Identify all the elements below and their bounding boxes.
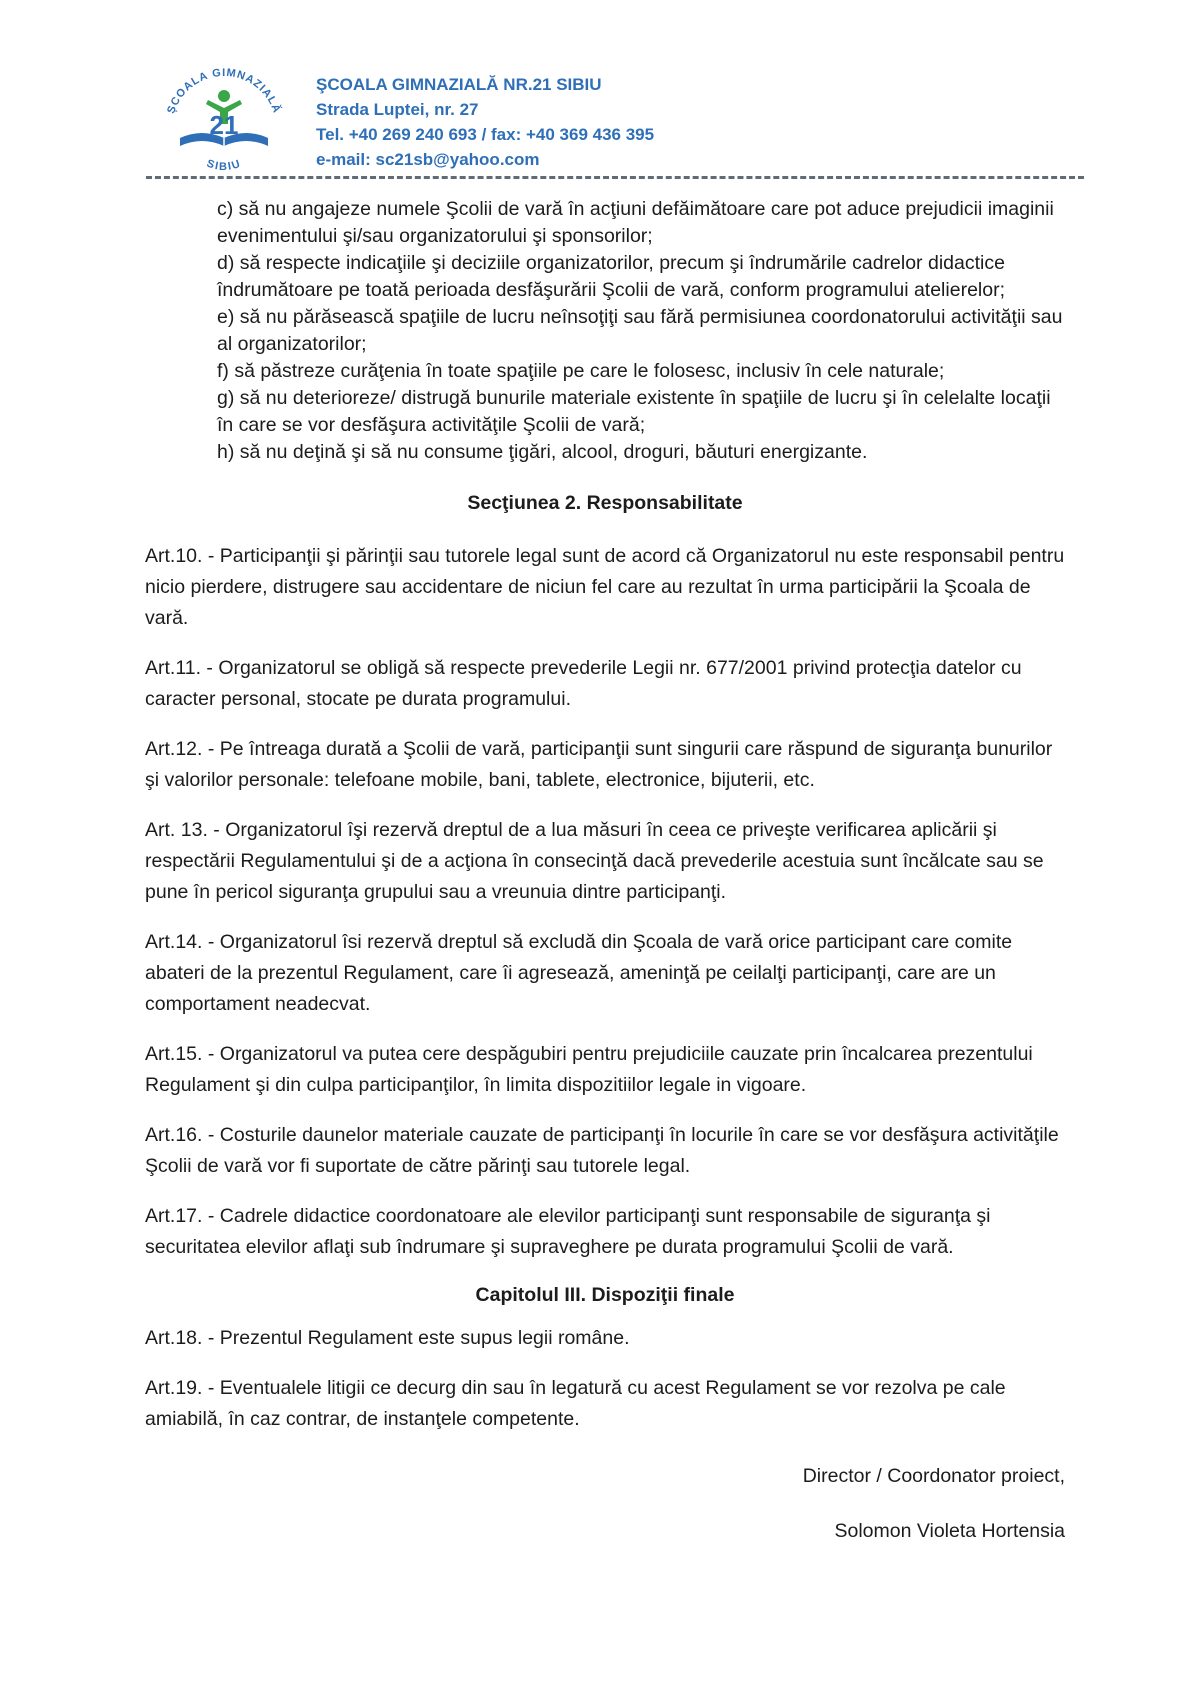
school-contact-block — [316, 72, 654, 172]
logo-arc-bottom: SIBIU — [205, 157, 243, 170]
school-address: Strada Luptei, nr. 27 — [316, 100, 479, 119]
school-logo — [158, 66, 290, 170]
signature-block — [145, 1463, 1065, 1545]
header-divider — [146, 176, 1084, 179]
letterhead — [158, 66, 1078, 176]
list-item: c) să nu angajeze numele Şcolii de vară în acţiuni defăimătoare care pot aduce prejudicii imaginii evenimentului şi/sau organizatorului şi sponsorilor; — [217, 198, 1054, 247]
article-18: Art.18. - Prezentul Regulament este supus legii române. — [145, 1327, 630, 1349]
list-item: f) să păstreze curăţenia în toate spaţiile pe care le folosesc, inclusiv în cele naturale; — [217, 360, 945, 382]
svg-text:SIBIU — [205, 158, 243, 170]
article-10: Art.10. - Participanţii şi părinţii sau tutorele legal sunt de acord că Organizatorul nu este responsabil pentru nicio pierdere, distrugere sau accidentare de niciun fel care au rezultat în urma participării la Şcoala de vară. — [145, 545, 1065, 629]
list-item: d) să respecte indicaţiile şi deciziile organizatorilor, precum şi îndrumările cadrelor didactice îndrumătoare pe toată perioada desfăşurării Şcolii de vară, conform programului atelierelor; — [217, 252, 1005, 301]
chapter-3-title: Capitolul III. Dispoziţii finale — [475, 1284, 735, 1306]
article-12: Art.12. - Pe întreaga durată a Şcolii de vară, participanţii sunt singurii care răspund de siguranţa bunurilor şi valorilor personale: telefoane mobile, bani, tablete, electronice, bijuterii, etc. — [145, 738, 1053, 791]
logo-number: 21 — [209, 110, 239, 140]
signatory-name: Solomon Violeta Hortensia — [834, 1520, 1065, 1542]
figure-head-icon — [218, 90, 230, 102]
logo-arc-top: ȘCOALA GIMNAZIALĂ — [165, 66, 283, 116]
article-13: Art. 13. - Organizatorul îşi rezervă dreptul de a lua măsuri în ceea ce priveşte verificarea aplicării şi respectării Regulamentului şi de a acţiona în consecinţă dacă prevederile acestuia sunt încălcate sau se pune în pericol siguranţa grupului sau a vreunuia dintre participanţi. — [145, 819, 1044, 903]
school-email: e-mail: sc21sb@yahoo.com — [316, 150, 540, 169]
section-2-title: Secţiunea 2. Responsabilitate — [467, 492, 743, 514]
article-15: Art.15. - Organizatorul va putea cere despăgubiri pentru prejudiciile cauzate prin încalcarea prezentului Regulament şi din culpa participanţilor, în limita dispozitiilor legale in vigoare. — [145, 1043, 1033, 1096]
signatory-role: Director / Coordonator proiect, — [802, 1465, 1065, 1487]
school-name: ŞCOALA GIMNAZIALĂ NR.21 SIBIU — [316, 75, 602, 94]
article-14: Art.14. - Organizatorul îsi rezervă dreptul să excludă din Şcoala de vară orice participant care comite abateri de la prezentul Regulament, care îi agresează, ameninţă pe ceilalţi participanţi, care are un comportament neadecvat. — [145, 931, 1013, 1015]
article-16: Art.16. - Costurile daunelor materiale cauzate de participanţi în locurile în care se vor desfăşura activităţile Şcolii de vară vor fi suportate de către părinţi sau tutorele legal. — [145, 1124, 1059, 1177]
article-19: Art.19. - Eventualele litigii ce decurg din sau în legatură cu acest Regulament se vor rezolva pe cale amiabilă, în caz contrar, de instanţele competente. — [145, 1377, 1006, 1430]
school-phone-fax: Tel. +40 269 240 693 / fax: +40 369 436 395 — [316, 125, 655, 144]
list-item: h) să nu deţină şi să nu consume ţigări, alcool, droguri, băuturi energizante. — [217, 441, 868, 463]
document-body — [145, 196, 1065, 1573]
article-11: Art.11. - Organizatorul se obligă să respecte prevederile Legii nr. 677/2001 privind protecţia datelor cu caracter personal, stocate pe durata programului. — [145, 657, 1022, 710]
article-17: Art.17. - Cadrele didactice coordonatoare ale elevilor participanţi sunt responsabile de siguranţa şi securitatea elevilor aflaţi sub îndrumare şi supraveghere pe durata programului Şcolii de vară. — [145, 1205, 991, 1258]
list-item: e) să nu părăsească spaţiile de lucru neînsoţiţi sau fără permisiunea coordonatorului activităţii sau al organizatorilor; — [217, 306, 1063, 355]
obligations-list — [145, 196, 1065, 466]
list-item: g) să nu deterioreze/ distrugă bunurile materiale existente în spaţiile de lucru şi în celelalte locaţii în care se vor desfăşura activităţile Şcolii de vară; — [217, 387, 1051, 436]
